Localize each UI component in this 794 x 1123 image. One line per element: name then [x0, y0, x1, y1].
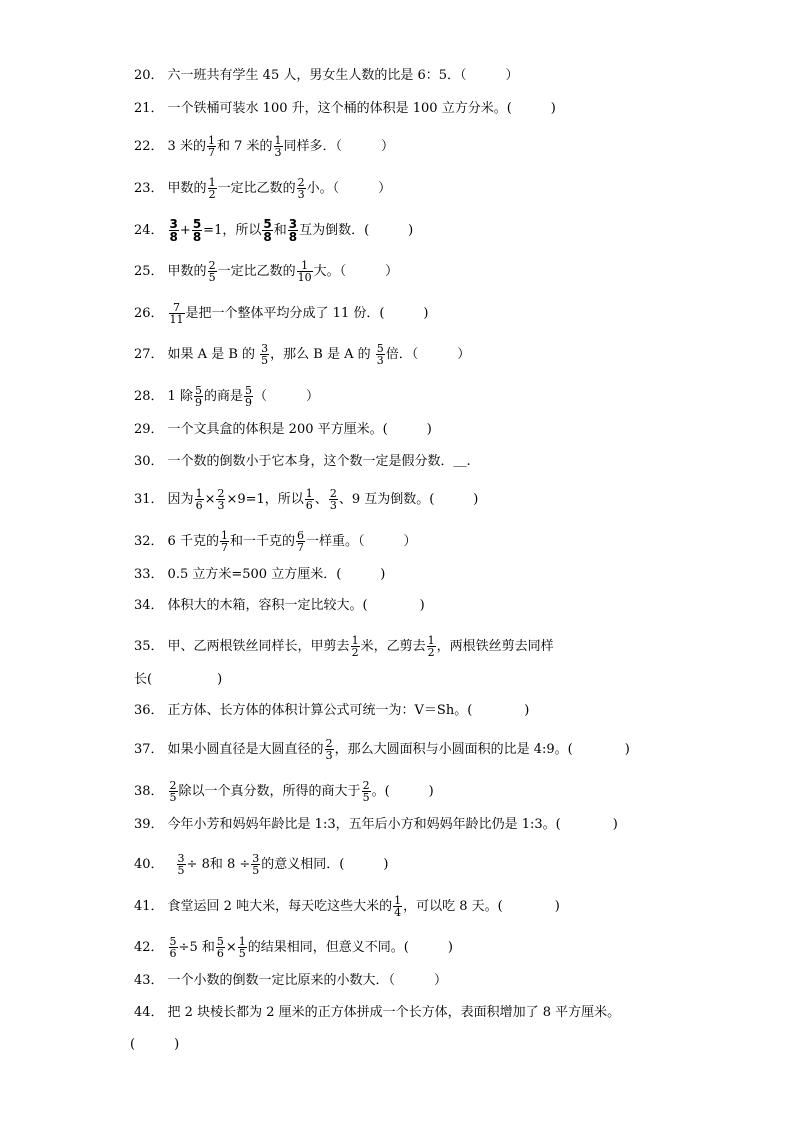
text-segment: ×9=1，所以 [226, 492, 304, 507]
denominator: 7 [296, 541, 304, 554]
question-30 [134, 454, 471, 470]
denominator: 9 [244, 396, 252, 409]
text-segment: ( ) [130, 1037, 180, 1052]
denominator: 5 [169, 791, 177, 804]
numerator: 1 [305, 487, 313, 500]
plus-sign: + [179, 223, 191, 238]
question-number: 30． [134, 454, 164, 469]
fraction [329, 488, 338, 511]
fraction [177, 853, 186, 876]
fraction [427, 635, 436, 658]
question-20 [134, 68, 519, 84]
fraction [216, 936, 225, 959]
question-number: 42． [134, 940, 164, 955]
fraction [260, 343, 269, 366]
fraction [207, 135, 216, 158]
fraction [288, 218, 298, 243]
fraction [305, 488, 314, 511]
question-number: 39． [134, 817, 164, 832]
question-44-continuation [130, 1037, 179, 1053]
question-text: 0.5 立方米=500 立方厘米．( ) [167, 567, 386, 582]
denominator: 9 [194, 396, 202, 409]
question-42 [134, 936, 453, 959]
denominator: 3 [217, 499, 225, 512]
denominator: 6 [305, 499, 313, 512]
denominator: 5 [261, 354, 269, 367]
fraction [262, 218, 272, 243]
question-40 [134, 853, 388, 876]
text-segment: 米，乙剪去 [360, 639, 426, 654]
question-text: 一个文具盒的体积是 200 平方厘米。( ) [167, 422, 432, 437]
times-sign: × [204, 492, 216, 507]
question-number: 20． [134, 68, 164, 83]
text-segment: 、 [314, 492, 328, 507]
question-text: 一个铁桶可装水 100 升，这个桶的体积是 100 立方分米。( ) [167, 101, 556, 116]
fraction [169, 780, 178, 803]
question-41 [134, 895, 560, 918]
fraction [251, 853, 260, 876]
text-segment: 互为倒数．( ) [299, 223, 414, 238]
text-segment: 、9 互为倒数。( ) [338, 492, 479, 507]
question-text: 一个数的倒数小于它本身，这个数一定是假分数．＿. [167, 454, 471, 469]
denominator: 8 [169, 230, 178, 244]
fraction [362, 780, 371, 803]
text-segment: 食堂运回 2 吨大米，每天吃这些大米的 [167, 899, 393, 914]
question-43 [134, 973, 447, 989]
numerator: 2 [208, 259, 216, 272]
question-number: 32． [134, 534, 164, 549]
text-segment: ÷5 和 [178, 940, 215, 955]
numerator: 1 [220, 529, 228, 542]
denominator: 5 [238, 947, 246, 960]
text-segment: 倍．（ ） [385, 347, 471, 362]
fraction [169, 936, 178, 959]
question-text: 今年小芳和妈妈年龄比是 1:3，五年后小方和妈妈年龄比仍是 1:3。( ) [167, 817, 618, 832]
denominator: 6 [169, 947, 177, 960]
denominator: 8 [192, 230, 202, 244]
numerator: 1 [351, 634, 359, 647]
question-number: 29． [134, 422, 164, 437]
question-number: 27． [134, 347, 164, 362]
question-text: 体积大的木箱，容积一定比较大。( ) [167, 598, 425, 613]
question-number: 26． [134, 306, 164, 321]
question-29 [134, 422, 432, 438]
denominator: 3 [325, 749, 333, 762]
text-segment: ，可以吃 8 天。( ) [403, 899, 560, 914]
denominator: 3 [297, 188, 305, 201]
question-number: 35． [134, 639, 164, 654]
text-segment: ÷ 8和 8 ÷ [186, 857, 251, 872]
numerator: 3 [169, 217, 178, 231]
text-segment: 的意义相同．( ) [261, 857, 389, 872]
fraction [208, 177, 217, 200]
text-segment: 的结果相同，但意义不同。( ) [247, 940, 453, 955]
text-segment: ，那么 B 是 A 的 [270, 347, 375, 362]
text-segment: 的商是 [203, 389, 243, 404]
text-segment: 如果 A 是 B 的 [167, 347, 260, 362]
text-segment: 一定比乙数的 [217, 264, 296, 279]
fraction [169, 218, 179, 243]
question-number: 24． [134, 223, 164, 238]
text-segment: 长( ) [134, 672, 223, 687]
question-34 [134, 598, 425, 614]
question-32 [134, 530, 416, 553]
numerator: 5 [244, 384, 252, 397]
fraction [208, 260, 217, 283]
question-44 [134, 1005, 620, 1021]
question-text: 正方体、长方体的体积计算公式可统一为：V＝Sh。( ) [167, 703, 530, 718]
question-number: 44． [134, 1005, 164, 1020]
text-segment: 甲、乙两根铁丝同样长，甲剪去 [167, 639, 350, 654]
question-37 [134, 738, 630, 761]
numerator: 2 [169, 779, 177, 792]
fraction [297, 177, 306, 200]
question-number: 28． [134, 389, 164, 404]
denominator: 5 [252, 864, 260, 877]
denominator: 11 [169, 313, 184, 326]
question-number: 43． [134, 973, 164, 988]
question-text: 把 2 块棱长都为 2 厘米的正方体拼成一个长方体，表面积增加了 8 平方厘米。 [167, 1005, 621, 1020]
question-text: 六一班共有学生 45 人，男女生人数的比是 6：5．（ ） [167, 68, 519, 83]
numerator: 5 [263, 217, 272, 231]
fraction [351, 635, 360, 658]
denominator: 5 [177, 864, 185, 877]
numerator: 1 [238, 935, 246, 948]
question-number: 23． [134, 181, 164, 196]
denominator: 2 [208, 188, 216, 201]
question-number: 22． [134, 139, 164, 154]
fraction [393, 895, 402, 918]
text-segment: 1 除 [167, 389, 193, 404]
denominator: 6 [216, 947, 224, 960]
question-number: 38． [134, 784, 164, 799]
numerator: 3 [177, 852, 185, 865]
text-segment: 因为 [167, 492, 194, 507]
numerator: 7 [169, 302, 185, 314]
fraction [192, 218, 202, 243]
denominator: 3 [376, 354, 384, 367]
fraction [169, 302, 185, 325]
text-segment: 除以一个真分数，所得的商大于 [178, 784, 361, 799]
numerator: 1 [195, 487, 203, 500]
text-segment: =1，所以 [203, 223, 262, 238]
question-35-continuation [134, 672, 222, 688]
question-33 [134, 567, 385, 583]
text-segment: 是把一个整体平均分成了 11 份．( ) [185, 306, 429, 321]
numerator: 5 [169, 935, 177, 948]
times-sign: × [225, 940, 237, 955]
numerator: 3 [288, 217, 298, 231]
numerator: 3 [261, 342, 269, 355]
numerator: 1 [274, 134, 282, 147]
text-segment: 和一千克的 [229, 534, 295, 549]
question-number: 33． [134, 567, 164, 582]
denominator: 8 [263, 230, 272, 244]
numerator: 1 [427, 634, 435, 647]
text-segment: （ ） [253, 389, 319, 404]
numerator: 2 [297, 176, 305, 189]
text-segment: 一样重。（ ） [305, 534, 417, 549]
denominator: 10 [297, 271, 312, 284]
question-number: 37． [134, 742, 164, 757]
numerator: 2 [325, 737, 333, 750]
denominator: 7 [207, 146, 215, 159]
text-segment: ，两根铁丝剪去同样 [436, 639, 554, 654]
question-number: 34． [134, 598, 164, 613]
denominator: 4 [394, 906, 402, 919]
denominator: 6 [195, 499, 203, 512]
denominator: 5 [362, 791, 370, 804]
question-23 [134, 177, 391, 200]
text-segment: 同样多．（ ） [283, 139, 395, 154]
fraction [194, 385, 203, 408]
text-segment: 。( ) [371, 784, 434, 799]
numerator: 1 [207, 134, 215, 147]
text-segment: 小。（ ） [306, 181, 392, 196]
fraction [325, 738, 334, 761]
numerator: 1 [297, 260, 313, 272]
question-number: 31． [134, 492, 164, 507]
numerator: 6 [296, 529, 304, 542]
numerator: 2 [329, 487, 337, 500]
text-segment: 和 7 米的 [216, 139, 273, 154]
numerator: 5 [376, 342, 384, 355]
question-26 [134, 302, 429, 325]
question-35 [134, 635, 554, 658]
question-number: 36． [134, 703, 164, 718]
numerator: 5 [216, 935, 224, 948]
denominator: 5 [208, 271, 216, 284]
text-segment: ，那么大圆面积与小圆面积的比是 4:9。( ) [334, 742, 630, 757]
question-number: 41． [134, 899, 164, 914]
fraction [195, 488, 204, 511]
question-39 [134, 817, 618, 833]
text-segment: 6 千克的 [167, 534, 219, 549]
text-segment: 3 米的 [167, 139, 206, 154]
denominator: 2 [351, 646, 359, 659]
numerator: 3 [252, 852, 260, 865]
question-number: 40． [134, 857, 164, 872]
fraction [220, 530, 229, 553]
text-segment: 一定比乙数的 [217, 181, 296, 196]
numerator: 5 [192, 217, 202, 231]
numerator: 1 [394, 894, 402, 907]
text-segment: 如果小圆直径是大圆直径的 [167, 742, 324, 757]
text-segment: 甲数的 [167, 181, 207, 196]
question-25 [134, 260, 398, 283]
text-segment: 大。（ ） [313, 264, 399, 279]
fraction [244, 385, 253, 408]
numerator: 2 [362, 779, 370, 792]
fraction [238, 936, 247, 959]
denominator: 7 [220, 541, 228, 554]
question-27 [134, 343, 470, 366]
fraction [297, 260, 313, 283]
question-31 [134, 488, 478, 511]
question-36 [134, 703, 529, 719]
question-number: 21． [134, 101, 164, 116]
question-38 [134, 780, 434, 803]
numerator: 2 [217, 487, 225, 500]
text-segment: 甲数的 [167, 264, 207, 279]
denominator: 2 [427, 646, 435, 659]
question-22 [134, 135, 394, 158]
numerator: 1 [208, 176, 216, 189]
question-number: 25． [134, 264, 164, 279]
fraction [296, 530, 305, 553]
numerator: 5 [194, 384, 202, 397]
question-21 [134, 101, 556, 117]
fraction [216, 488, 225, 511]
denominator: 8 [288, 230, 298, 244]
denominator: 3 [274, 146, 282, 159]
fraction [274, 135, 283, 158]
question-28 [134, 385, 319, 408]
text-segment: 和 [273, 223, 287, 238]
denominator: 3 [329, 499, 337, 512]
question-24 [134, 218, 413, 243]
fraction [376, 343, 385, 366]
question-text: 一个小数的倒数一定比原来的小数大．（ ） [167, 973, 448, 988]
